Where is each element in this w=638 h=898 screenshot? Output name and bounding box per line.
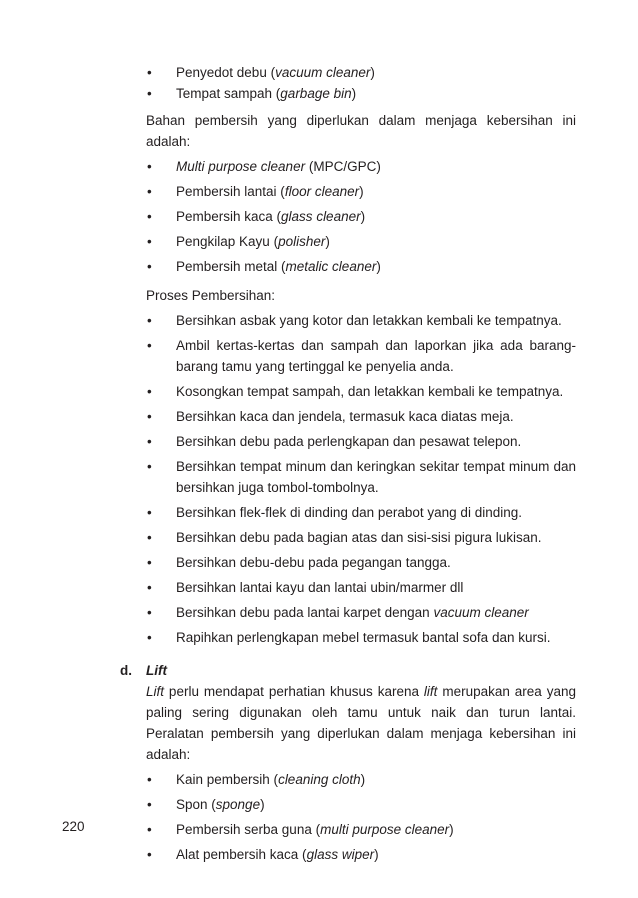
section-title: Lift — [146, 663, 167, 678]
list-item: • Bersihkan asbak yang kotor dan letakkan kembali ke tempatnya. — [146, 310, 576, 331]
list-item: • Pembersih serba guna (multi purpose cleaner) — [146, 819, 576, 840]
list-item: • Bersihkan debu pada perlengkapan dan pesawat telepon. — [146, 431, 576, 452]
list-item: • Tempat sampah (garbage bin) — [146, 83, 576, 104]
section-lift — [120, 660, 576, 865]
cleaning-materials-intro: Bahan pembersih yang diperlukan dalam menjaga kebersihan ini adalah: — [146, 113, 576, 149]
list-item: • Ambil kertas-kertas dan sampah dan laporkan jika ada barang-barang tamu yang tertinggal ke penyelia anda. — [146, 335, 576, 377]
list-item: • Pembersih metal (metalic cleaner) — [146, 256, 576, 277]
list-item: • Bersihkan kaca dan jendela, termasuk kaca diatas meja. — [146, 406, 576, 427]
list-item: • Kain pembersih (cleaning cloth) — [146, 769, 576, 790]
list-item: • Bersihkan debu-debu pada pegangan tangga. — [146, 552, 576, 573]
list-item: • Alat pembersih kaca (glass wiper) — [146, 844, 576, 865]
list-item: • Pengkilap Kayu (polisher) — [146, 231, 576, 252]
section-letter: d. — [120, 663, 132, 678]
equipment-list — [146, 62, 576, 104]
list-item: • Bersihkan lantai kayu dan lantai ubin/marmer dll — [146, 577, 576, 598]
list-item: • Spon (sponge) — [146, 794, 576, 815]
list-item: • Pembersih lantai (floor cleaner) — [146, 181, 576, 202]
page-content — [120, 62, 576, 865]
list-item: • Multi purpose cleaner (MPC/GPC) — [146, 156, 576, 177]
list-item: • Rapihkan perlengkapan mebel termasuk bantal sofa dan kursi. — [146, 627, 576, 648]
lift-equipment-list — [146, 769, 576, 865]
list-item: • Bersihkan debu pada lantai karpet dengan vacuum cleaner — [146, 602, 576, 623]
list-item: • Bersihkan flek-flek di dinding dan perabot yang di dinding. — [146, 502, 576, 523]
cleaning-materials-list — [146, 156, 576, 277]
process-title: Proses Pembersihan: — [146, 288, 276, 303]
list-item: • Penyedot debu (vacuum cleaner) — [146, 62, 576, 83]
list-item: • Bersihkan debu pada bagian atas dan sisi-sisi pigura lukisan. — [146, 527, 576, 548]
list-item: • Pembersih kaca (glass cleaner) — [146, 206, 576, 227]
process-list — [146, 310, 576, 648]
section-paragraph: Lift perlu mendapat perhatian khusus karena lift merupakan area yang paling sering digunakan oleh tamu untuk naik dan turun lantai. Peralatan pembersih yang diperlukan dalam menjaga kebersihan ini adalah: — [146, 684, 576, 762]
list-item: • Kosongkan tempat sampah, dan letakkan kembali ke tempatnya. — [146, 381, 576, 402]
list-item: • Bersihkan tempat minum dan keringkan sekitar tempat minum dan bersihkan juga tombol-tombolnya. — [146, 456, 576, 498]
page-number: 220 — [62, 819, 85, 834]
